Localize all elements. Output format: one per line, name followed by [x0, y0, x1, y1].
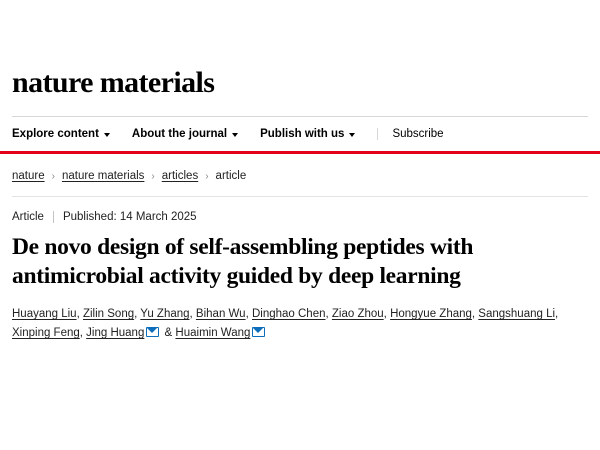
author-item: Yu Zhang,: [140, 308, 196, 321]
author-item: Jing Huang &: [86, 327, 176, 340]
author-item: Bihan Wu,: [195, 308, 252, 321]
page-top-band: [0, 0, 600, 30]
author-link[interactable]: Huaimin Wang: [175, 327, 251, 340]
page-content: [0, 30, 600, 151]
author-link[interactable]: Huayang Liu: [12, 308, 77, 321]
breadcrumb-item-nature-materials[interactable]: nature materials: [61, 170, 145, 182]
chevron-down-icon: [232, 133, 238, 137]
journal-title[interactable]: nature materials: [12, 66, 215, 99]
author-link[interactable]: Ziao Zhou: [331, 308, 384, 321]
nav-item-subscribe[interactable]: [377, 128, 443, 140]
nav-label-about-the-journal: About the journal: [131, 128, 228, 140]
author-item: Ziao Zhou,: [331, 308, 391, 321]
author-item: Xinping Feng,: [12, 327, 87, 340]
breadcrumb-separator-icon: ›: [205, 170, 209, 182]
author-item: Dinghao Chen,: [251, 308, 332, 321]
journal-masthead: [12, 30, 588, 104]
author-link[interactable]: Hongyue Zhang: [390, 308, 472, 321]
article-meta: [12, 197, 588, 223]
author-item: Zilin Song,: [82, 308, 141, 321]
nav-item-publish-with-us[interactable]: [260, 128, 377, 140]
article-type-label: Article: [12, 211, 44, 223]
author-item: Huayang Liu,: [12, 308, 83, 321]
chevron-down-icon: [104, 133, 110, 137]
author-link[interactable]: Zilin Song: [82, 308, 135, 321]
nav-label-explore-content: Explore content: [12, 128, 99, 140]
breadcrumb-item-articles[interactable]: articles: [161, 170, 199, 182]
author-link[interactable]: Xinping Feng: [12, 327, 80, 340]
breadcrumb-item-nature[interactable]: nature: [12, 170, 45, 182]
author-list: [12, 305, 588, 343]
author-link[interactable]: Yu Zhang: [140, 308, 190, 321]
breadcrumb: [12, 154, 588, 197]
breadcrumb-item-article: article: [215, 170, 247, 182]
nav-item-about-the-journal[interactable]: [132, 128, 260, 140]
nav-label-publish-with-us: Publish with us: [260, 128, 345, 140]
breadcrumb-separator-icon: ›: [51, 170, 55, 182]
author-item: [175, 327, 267, 339]
author-link[interactable]: Dinghao Chen: [251, 308, 326, 321]
nav-label-subscribe: Subscribe: [392, 128, 444, 140]
email-icon[interactable]: [252, 327, 265, 337]
author-item: Hongyue Zhang,: [390, 308, 479, 321]
nav-item-explore-content[interactable]: [12, 128, 132, 140]
author-link[interactable]: Jing Huang: [86, 327, 145, 340]
email-icon[interactable]: [146, 327, 159, 337]
breadcrumb-separator-icon: ›: [151, 170, 155, 182]
author-link[interactable]: Bihan Wu: [195, 308, 246, 321]
article-published-date: Published: 14 March 2025: [53, 211, 197, 223]
page-body: [0, 154, 600, 343]
main-navigation: [12, 116, 588, 151]
author-link[interactable]: Sangshuang Li: [478, 308, 556, 321]
page-title: De novo design of self-assembling peptides with antimicrobial activity guided by deep learning: [12, 234, 474, 290]
chevron-down-icon: [349, 133, 355, 137]
author-item: Sangshuang Li,: [478, 308, 559, 321]
